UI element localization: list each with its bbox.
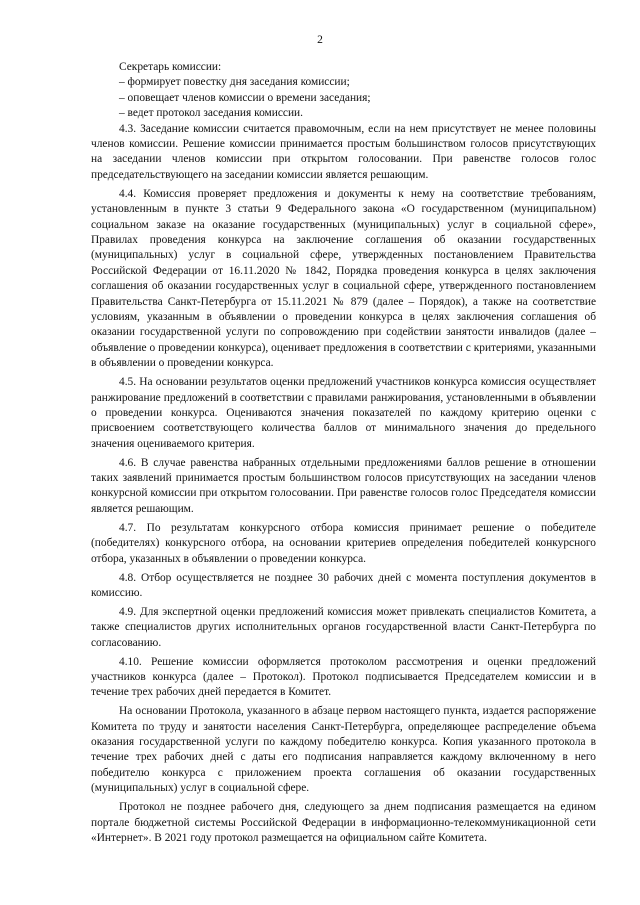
paragraph: 4.10. Решение комиссии оформляется протоколом рассмотрения и оценки предложений участников конкурса (далее – Протокол). Протокол подписывается Председателем комиссии и в течение трех рабочих дней передается в Комитет.	[91, 655, 596, 699]
paragraph: – формирует повестку дня заседания комиссии;	[119, 76, 350, 89]
paragraph: На основании Протокола, указанного в абзаце первом настоящего пункта, издается распоряжение Комитета по труду и занятости населения Санкт-Петербурга, определяющее распределение объема оказания государственной услуги по каждому победителю конкурса. Копия указанного протокола в течение трех рабочих дней с даты его подписания направляется каждому включенному в него победителю конкурса с приложением проекта соглашения об оказании государственных (муниципальных) услуг в социальной сфере.	[91, 705, 596, 795]
paragraph: 4.3. Заседание комиссии считается правомочным, если на нем присутствует не менее половины членов комиссии. Решение комиссии принимается простым большинством голосов присутствующих на заседании членов комиссии при открытом голосовании. При равенстве голосов голос председательствующего на заседании комиссии является решающим.	[91, 122, 596, 181]
paragraph: 4.9. Для экспертной оценки предложений комиссия может привлекать специалистов Комитета, а также специалистов других исполнительных органов государственной власти Санкт-Петербурга по согласованию.	[91, 605, 596, 649]
page-number: 2	[317, 34, 323, 46]
paragraph: Протокол не позднее рабочего дня, следующего за днем подписания размещается на едином портале бюджетной системы Российской Федерации в информационно-телекоммуникационной сети «Интернет». В 2021 году протокол размещается на официальном сайте Комитета.	[91, 801, 596, 844]
paragraph: – ведет протокол заседания комиссии.	[119, 107, 304, 120]
paragraph: 4.6. В случае равенства набранных отдельными предложениями баллов решение в отношении таких заявлений принимается простым большинством голосов присутствующих на заседании членов конкурсной комиссии при открытом голосовании. При равенстве голосов голос Председателя комиссии является решающим.	[91, 456, 596, 515]
paragraph: 4.5. На основании результатов оценки предложений участников конкурса комиссия осуществляет ранжирование предложений в соответствии с правилами ранжирования, установленными в объявлении о проведении конкурса. Оцениваются значения показателей по каждому критерию оценки с присвоением соответствующего количества баллов от минимального значения до предельного значения оцениваемого критерия.	[91, 376, 596, 450]
paragraph: 4.4. Комиссия проверяет предложения и документы к нему на соответствие требованиям, установленным в пункте 3 статьи 9 Федерального закона «О государственном (муниципальном) социальном заказе на оказание государственных (муниципальных) услуг в социальной сфере», Правилах проведения конкурса на заключение соглашения об оказании государственных (муниципальных) услуг в социальной сфере, утвержденных постановлением Правительства Российской Федерации от 16.11.2020 № 1842, Порядка проведения конкурса в целях заключения соглашения об оказании государственных услуг в социальной сфере, утвержденного постановлением Правительства Санкт-Петербурга от 15.11.2021 № 879 (далее – Порядок), а также на соответствие условиям, указанным в объявлении о проведении конкурса в целях заключения соглашения об оказании государственной услуги по сопровождению при содействии занятости инвалидов (далее – объявление о проведении конкурса), оценивает предложения в соответствии с критериями, указанными в объявлении о проведении конкурса.	[91, 187, 596, 370]
paragraph: Секретарь комиссии:	[119, 61, 222, 73]
document-body	[91, 60, 596, 846]
paragraph: – оповещает членов комиссии о времени заседания;	[119, 91, 371, 104]
paragraph: 4.8. Отбор осуществляется не позднее 30 рабочих дней с момента поступления документов в комиссию.	[91, 571, 596, 599]
paragraph: 4.7. По результатам конкурсного отбора комиссия принимает решение о победителе (победителях) конкурсного отбора, на основании критериев определения победителей конкурсного отбора, указанных в объявлении о проведении конкурса.	[91, 521, 596, 565]
